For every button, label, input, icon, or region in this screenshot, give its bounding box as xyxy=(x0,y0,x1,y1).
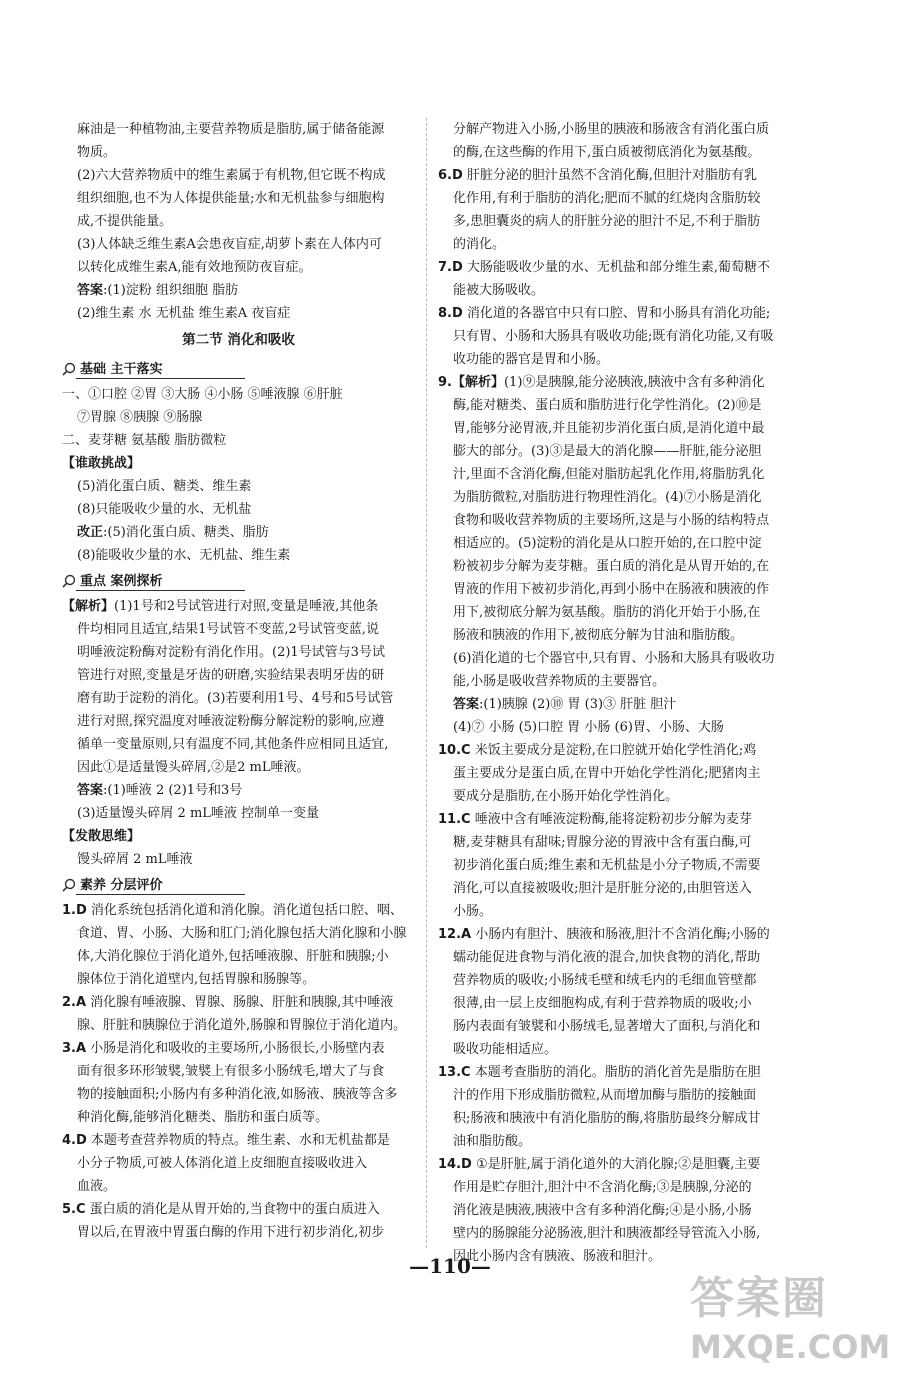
text-line xyxy=(62,687,415,710)
line-text: 为脂肪微粒,对脂肪进行物理性消化。(4)⑦小肠是消化 xyxy=(453,490,762,505)
text-line xyxy=(62,210,415,233)
text-line xyxy=(438,1199,794,1222)
text-line xyxy=(62,383,415,406)
text-line xyxy=(438,210,794,233)
line-text: 积;肠液和胰液中有消化脂肪的酶,将脂肪最终分解成甘 xyxy=(453,1111,761,1126)
line-text: 10.C 米饭主要成分是淀粉,在口腔就开始化学性消化;鸡 xyxy=(438,743,757,758)
line-text: (2)维生素 水 无机盐 维生素A 夜盲症 xyxy=(77,306,291,321)
text-line xyxy=(62,1037,415,1060)
line-text: 的消化。 xyxy=(453,237,506,252)
text-line xyxy=(438,624,794,647)
line-text: 因此①是适量馒头碎屑,②是2 mL唾液。 xyxy=(77,760,310,775)
text-line xyxy=(62,256,415,279)
line-text: 循单一变量原则,只有温度不同,其他条件应相同且适宜, xyxy=(77,737,389,752)
text-line xyxy=(62,991,415,1014)
line-text: (8)能吸收少量的水、无机盐、维生素 xyxy=(77,548,291,563)
line-text: 第二节 消化和吸收 xyxy=(182,332,295,348)
line-text: 重点 案例探析 xyxy=(80,574,163,589)
line-text: 答案:(1)唾液 2 (2)1号和3号 xyxy=(77,783,243,798)
line-text: 蛋主要成分是蛋白质,在胃中开始化学性消化;肥猪肉主 xyxy=(453,766,761,781)
text-line xyxy=(438,417,794,440)
text-line xyxy=(438,463,794,486)
text-line xyxy=(438,164,794,187)
line-text: 14.D ①是肝脏,属于消化道外的大消化腺;②是胆囊,主要 xyxy=(438,1157,761,1172)
line-text: 的酶,在这些酶的作用下,蛋白质被彻底消化为氨基酸。 xyxy=(453,145,761,160)
line-text: 吸收功能相适应。 xyxy=(453,1042,558,1057)
line-text: 13.C 本题考查脂肪的消化。脂肪的消化首先是脂肪在胆 xyxy=(438,1065,761,1080)
text-line xyxy=(62,1129,415,1152)
line-text: 营养物质的吸收;小肠绒毛壁和绒毛内的毛细血管壁都 xyxy=(453,973,757,988)
section-header-bar xyxy=(62,359,415,381)
line-text: 物质。 xyxy=(77,145,117,160)
text-line xyxy=(438,371,794,394)
text-line xyxy=(438,394,794,417)
text-line xyxy=(438,325,794,348)
text-line xyxy=(62,1221,415,1244)
line-text: 8.D 消化道的各器官中只有口腔、胃和小肠具有消化功能; xyxy=(438,306,771,321)
text-line xyxy=(438,808,794,831)
text-line xyxy=(438,233,794,256)
line-text: 小肠。 xyxy=(453,904,493,919)
section-header-bar xyxy=(62,875,415,897)
line-text: 食物和吸收营养物质的主要场所,这是与小肠的结构特点 xyxy=(453,513,770,528)
text-line xyxy=(438,601,794,624)
text-line xyxy=(438,486,794,509)
text-line xyxy=(62,521,415,544)
line-text: (5)消化蛋白质、糖类、维生素 xyxy=(77,479,252,494)
text-line xyxy=(438,647,794,670)
line-text: 件均相同且适宜,结果1号试管不变蓝,2号试管变蓝,说 xyxy=(77,622,379,637)
line-text: 管进行对照,变量是牙齿的研磨,实验结果表明牙齿的研 xyxy=(77,668,385,683)
line-text: 胃以后,在胃液中胃蛋白酶的作用下进行初步消化,初步 xyxy=(77,1225,385,1240)
line-text: (8)只能吸收少量的水、无机盐 xyxy=(77,502,252,517)
line-text: (3)人体缺乏维生素A会患夜盲症,胡萝卜素在人体内可 xyxy=(77,237,382,252)
text-line xyxy=(62,641,415,664)
text-line xyxy=(62,1083,415,1106)
text-line xyxy=(438,302,794,325)
text-line xyxy=(438,854,794,877)
line-text: 初步消化蛋白质;维生素和无机盐是小分子物质,不需要 xyxy=(453,858,761,873)
text-line xyxy=(438,1176,794,1199)
line-text: 汁的作用下形成脂肪微粒,从而增加酶与脂肪的接触面 xyxy=(453,1088,757,1103)
section-header-bar xyxy=(62,571,415,593)
line-text: 能,小肠是吸收营养物质的主要器官。 xyxy=(453,674,666,689)
magnifier-icon xyxy=(62,878,76,900)
line-text: 因此小肠内含有胰液、肠液和胆汁。 xyxy=(453,1249,662,1264)
line-text: 腺、肝脏和胰腺位于消化道外,肠腺和胃腺位于消化道内。 xyxy=(77,1018,407,1033)
text-line xyxy=(438,532,794,555)
line-text: 收功能的器官是胃和小肠。 xyxy=(453,352,610,367)
text-line xyxy=(438,670,794,693)
line-text: 体,大消化腺位于消化道外,包括唾液腺、肝脏和胰腺;小 xyxy=(77,949,389,964)
line-text: 很薄,由一层上皮细胞构成,有利于营养物质的吸收;小 xyxy=(453,996,752,1011)
line-text: 【解析】(1)1号和2号试管进行对照,变量是唾液,其他条 xyxy=(62,599,379,614)
text-line xyxy=(62,922,415,945)
text-line xyxy=(438,831,794,854)
line-text: 小分子物质,可被人体消化道上皮细胞直接吸收进入 xyxy=(77,1156,368,1171)
line-text: 物的接触面积;小肠内有多种消化液,如肠液、胰液等含多 xyxy=(77,1087,398,1102)
text-line xyxy=(438,1153,794,1176)
line-text: 素养 分层评价 xyxy=(80,878,163,893)
line-text: 酶,能对糖类、蛋白质和脂肪进行化学性消化。(2)⑩是 xyxy=(453,398,762,413)
line-text: 3.A 小肠是消化和吸收的主要场所,小肠很长,小肠壁内表 xyxy=(62,1041,385,1056)
line-text: 油和脂肪酸。 xyxy=(453,1134,532,1149)
line-text: 要成分是脂肪,在小肠开始化学性消化。 xyxy=(453,789,679,804)
line-text: 磨有助于淀粉的消化。(3)若要利用1号、4号和5号试管 xyxy=(77,691,394,706)
text-line xyxy=(438,187,794,210)
text-line xyxy=(62,1152,415,1175)
line-text: 二、麦芽糖 氨基酸 脂肪微粒 xyxy=(62,433,227,448)
line-text: 【谁敢挑战】 xyxy=(62,456,141,471)
text-line xyxy=(438,578,794,601)
text-line xyxy=(438,785,794,808)
text-line xyxy=(62,164,415,187)
line-text: 消化,可以直接被吸收;胆汁是肝脏分泌的,由胆管送入 xyxy=(453,881,752,896)
line-text: 9.【解析】(1)⑨是胰腺,能分泌胰液,胰液中含有多种消化 xyxy=(438,375,765,390)
line-text: 以转化成维生素A,能有效地预防夜盲症。 xyxy=(77,260,312,275)
line-text: 2.A 消化腺有唾液腺、胃腺、肠腺、肝脏和胰腺,其中唾液 xyxy=(62,995,394,1010)
page-number: —110— xyxy=(409,1254,491,1278)
text-line xyxy=(438,348,794,371)
text-line xyxy=(438,440,794,463)
text-line xyxy=(62,848,415,871)
line-text: 食道、胃、小肠、大肠和肛门;消化腺包括大消化腺和小腺 xyxy=(77,926,407,941)
text-line xyxy=(62,1060,415,1083)
text-line xyxy=(62,825,415,848)
line-text: 作用是贮存胆汁,胆汁中不含消化酶;③是胰腺,分泌的 xyxy=(453,1180,752,1195)
text-line xyxy=(62,498,415,521)
line-text: 馒头碎屑 2 mL唾液 xyxy=(77,852,193,867)
text-line xyxy=(62,618,415,641)
line-text: 壁内的肠腺能分泌肠液,胆汁和胰液都经导管流入小肠, xyxy=(453,1226,761,1241)
line-text: 相适应的。(5)淀粉的消化是从口腔开始的,在口腔中淀 xyxy=(453,536,762,551)
line-text: 消化液是胰液,胰液中含有多种消化酶;④是小肠,小肠 xyxy=(453,1203,752,1218)
text-line xyxy=(62,968,415,991)
line-text: 一、①口腔 ②胃 ③大肠 ④小肠 ⑤唾液腺 ⑥肝脏 xyxy=(62,387,343,402)
text-line xyxy=(438,762,794,785)
text-line xyxy=(62,187,415,210)
line-text: 改正:(5)消化蛋白质、糖类、脂肪 xyxy=(77,525,269,540)
text-line xyxy=(438,1015,794,1038)
line-text: 11.C 唾液中含有唾液淀粉酶,能将淀粉初步分解为麦芽 xyxy=(438,812,752,827)
text-line xyxy=(62,802,415,825)
line-text: 膨大的部分。(3)③是最大的消化腺——肝脏,能分泌胆 xyxy=(453,444,762,459)
text-line xyxy=(62,233,415,256)
magnifier-icon xyxy=(62,574,76,596)
text-line xyxy=(62,279,415,302)
line-text: (6)消化道的七个器官中,只有胃、小肠和大肠具有吸收功 xyxy=(453,651,775,666)
line-text: 蠕动能促进食物与消化液的混合,加快食物的消化,帮助 xyxy=(453,950,761,965)
text-line xyxy=(62,118,415,141)
text-line xyxy=(438,992,794,1015)
text-line xyxy=(438,739,794,762)
magnifier-icon xyxy=(62,362,76,384)
line-text: 胃液的作用下被初步消化,再到小肠中在肠液和胰液的作 xyxy=(453,582,770,597)
line-text: 明唾液淀粉酶对淀粉有消化作用。(2)1号试管与3号试 xyxy=(77,645,385,660)
text-line xyxy=(62,710,415,733)
text-line xyxy=(438,1130,794,1153)
line-text: 成,不提供能量。 xyxy=(77,214,173,229)
line-text: 化作用,有利于脂肪的消化;肥而不腻的红烧肉含脂肪较 xyxy=(453,191,761,206)
line-text: 麻油是一种植物油,主要营养物质是脂肪,属于储备能源 xyxy=(77,122,385,137)
text-line xyxy=(62,1014,415,1037)
text-line xyxy=(438,877,794,900)
line-text: 12.A 小肠内有胆汁、胰液和肠液,胆汁不含消化酶;小肠的 xyxy=(438,927,770,942)
right-column xyxy=(438,118,794,1268)
text-line xyxy=(62,544,415,567)
line-text: 汁,里面不含消化酶,但能对脂肪起乳化作用,将脂肪乳化 xyxy=(453,467,765,482)
text-line xyxy=(438,1107,794,1130)
line-text: 粉被初步分解为麦芽糖。蛋白质的消化是从胃开始的,在 xyxy=(453,559,770,574)
line-text: 种消化酶,能够消化糖类、脂肪和蛋白质等。 xyxy=(77,1110,329,1125)
line-text: 4.D 本题考查营养物质的特点。维生素、水和无机盐都是 xyxy=(62,1133,390,1148)
text-line xyxy=(438,716,794,739)
watermark-line1: 答案圈 xyxy=(690,1273,828,1324)
text-line xyxy=(438,1038,794,1061)
line-text: 分解产物进入小肠,小肠里的胰液和肠液含有消化蛋白质 xyxy=(453,122,770,137)
line-text: 答案:(1)胰腺 (2)⑩ 胃 (3)③ 肝脏 胆汁 xyxy=(453,697,677,712)
text-line xyxy=(62,452,415,475)
text-line xyxy=(438,1222,794,1245)
line-text: (4)⑦ 小肠 (5)口腔 胃 小肠 (6)胃、小肠、大肠 xyxy=(453,720,724,735)
line-text: 面有很多环形皱襞,皱襞上有很多小肠绒毛,增大了与食 xyxy=(77,1064,385,1079)
line-text: 基础 主干落实 xyxy=(80,362,163,377)
text-line xyxy=(62,429,415,452)
text-line xyxy=(62,945,415,968)
text-line xyxy=(438,279,794,302)
text-line xyxy=(62,664,415,687)
text-line xyxy=(438,969,794,992)
line-text: 1.D 消化系统包括消化道和消化腺。消化道包括口腔、咽、 xyxy=(62,903,403,918)
text-line xyxy=(438,509,794,532)
line-text: (3)适量馒头碎屑 2 mL唾液 控制单一变量 xyxy=(77,806,320,821)
line-text: 进行对照,探究温度对唾液淀粉酶分解淀粉的影响,应遵 xyxy=(77,714,385,729)
text-line xyxy=(438,693,794,716)
line-text: 7.D 大肠能吸收少量的水、无机盐和部分维生素,葡萄糖不 xyxy=(438,260,771,275)
line-text: 糖,麦芽糖具有甜味;胃腺分泌的胃液中含有蛋白酶,可 xyxy=(453,835,752,850)
text-line xyxy=(438,141,794,164)
text-line xyxy=(62,733,415,756)
text-line xyxy=(438,900,794,923)
line-text: 肠内表面有皱襞和小肠绒毛,显著增大了面积,与消化和 xyxy=(453,1019,761,1034)
text-line xyxy=(438,256,794,279)
text-line xyxy=(438,555,794,578)
text-line xyxy=(62,141,415,164)
text-line xyxy=(62,1198,415,1221)
line-text: 6.D 肝脏分泌的胆汁虽然不含消化酶,但胆汁对脂肪有乳 xyxy=(438,168,758,183)
text-line xyxy=(62,475,415,498)
line-text: 多,患胆囊炎的病人的肝脏分泌的胆汁不足,不利于脂肪 xyxy=(453,214,761,229)
line-text: 肠液和胰液的作用下,被彻底分解为甘油和脂肪酸。 xyxy=(453,628,744,643)
line-text: ⑦胃腺 ⑧胰腺 ⑨肠腺 xyxy=(77,410,203,425)
left-column xyxy=(62,118,415,1244)
text-line xyxy=(62,595,415,618)
text-line xyxy=(438,1061,794,1084)
text-line xyxy=(438,923,794,946)
line-text: 【发散思维】 xyxy=(62,829,141,844)
line-text: 5.C 蛋白质的消化是从胃开始的,当食物中的蛋白质进入 xyxy=(62,1202,380,1217)
text-line xyxy=(438,1084,794,1107)
section-title xyxy=(62,325,415,355)
text-line xyxy=(62,899,415,922)
line-text: 组织细胞,也不为人体提供能量;水和无机盐参与细胞构 xyxy=(77,191,385,206)
line-text: 胃,能够分泌胃液,并且能初步消化蛋白质,是消化道中最 xyxy=(453,421,765,436)
text-line xyxy=(62,779,415,802)
line-text: 能被大肠吸收。 xyxy=(453,283,545,298)
watermark-line2: MXQE.COM xyxy=(690,1328,891,1366)
text-line xyxy=(62,1106,415,1129)
text-line xyxy=(62,302,415,325)
line-text: 答案:(1)淀粉 组织细胞 脂肪 xyxy=(77,283,239,298)
text-line xyxy=(62,756,415,779)
line-text: 用下,被彻底分解为氨基酸。脂肪的消化开始于小肠,在 xyxy=(453,605,761,620)
line-text: (2)六大营养物质中的维生素属于有机物,但它既不构成 xyxy=(77,168,386,183)
line-text: 只有胃、小肠和大肠具有吸收功能;既有消化功能,又有吸 xyxy=(453,329,774,344)
column-divider xyxy=(426,118,427,1248)
watermark-logo xyxy=(690,1262,890,1382)
text-line xyxy=(438,946,794,969)
line-text: 腺体位于消化道壁内,包括胃腺和肠腺等。 xyxy=(77,972,316,987)
text-line xyxy=(438,118,794,141)
text-line xyxy=(62,406,415,429)
text-line xyxy=(62,1175,415,1198)
line-text: 血液。 xyxy=(77,1179,117,1194)
